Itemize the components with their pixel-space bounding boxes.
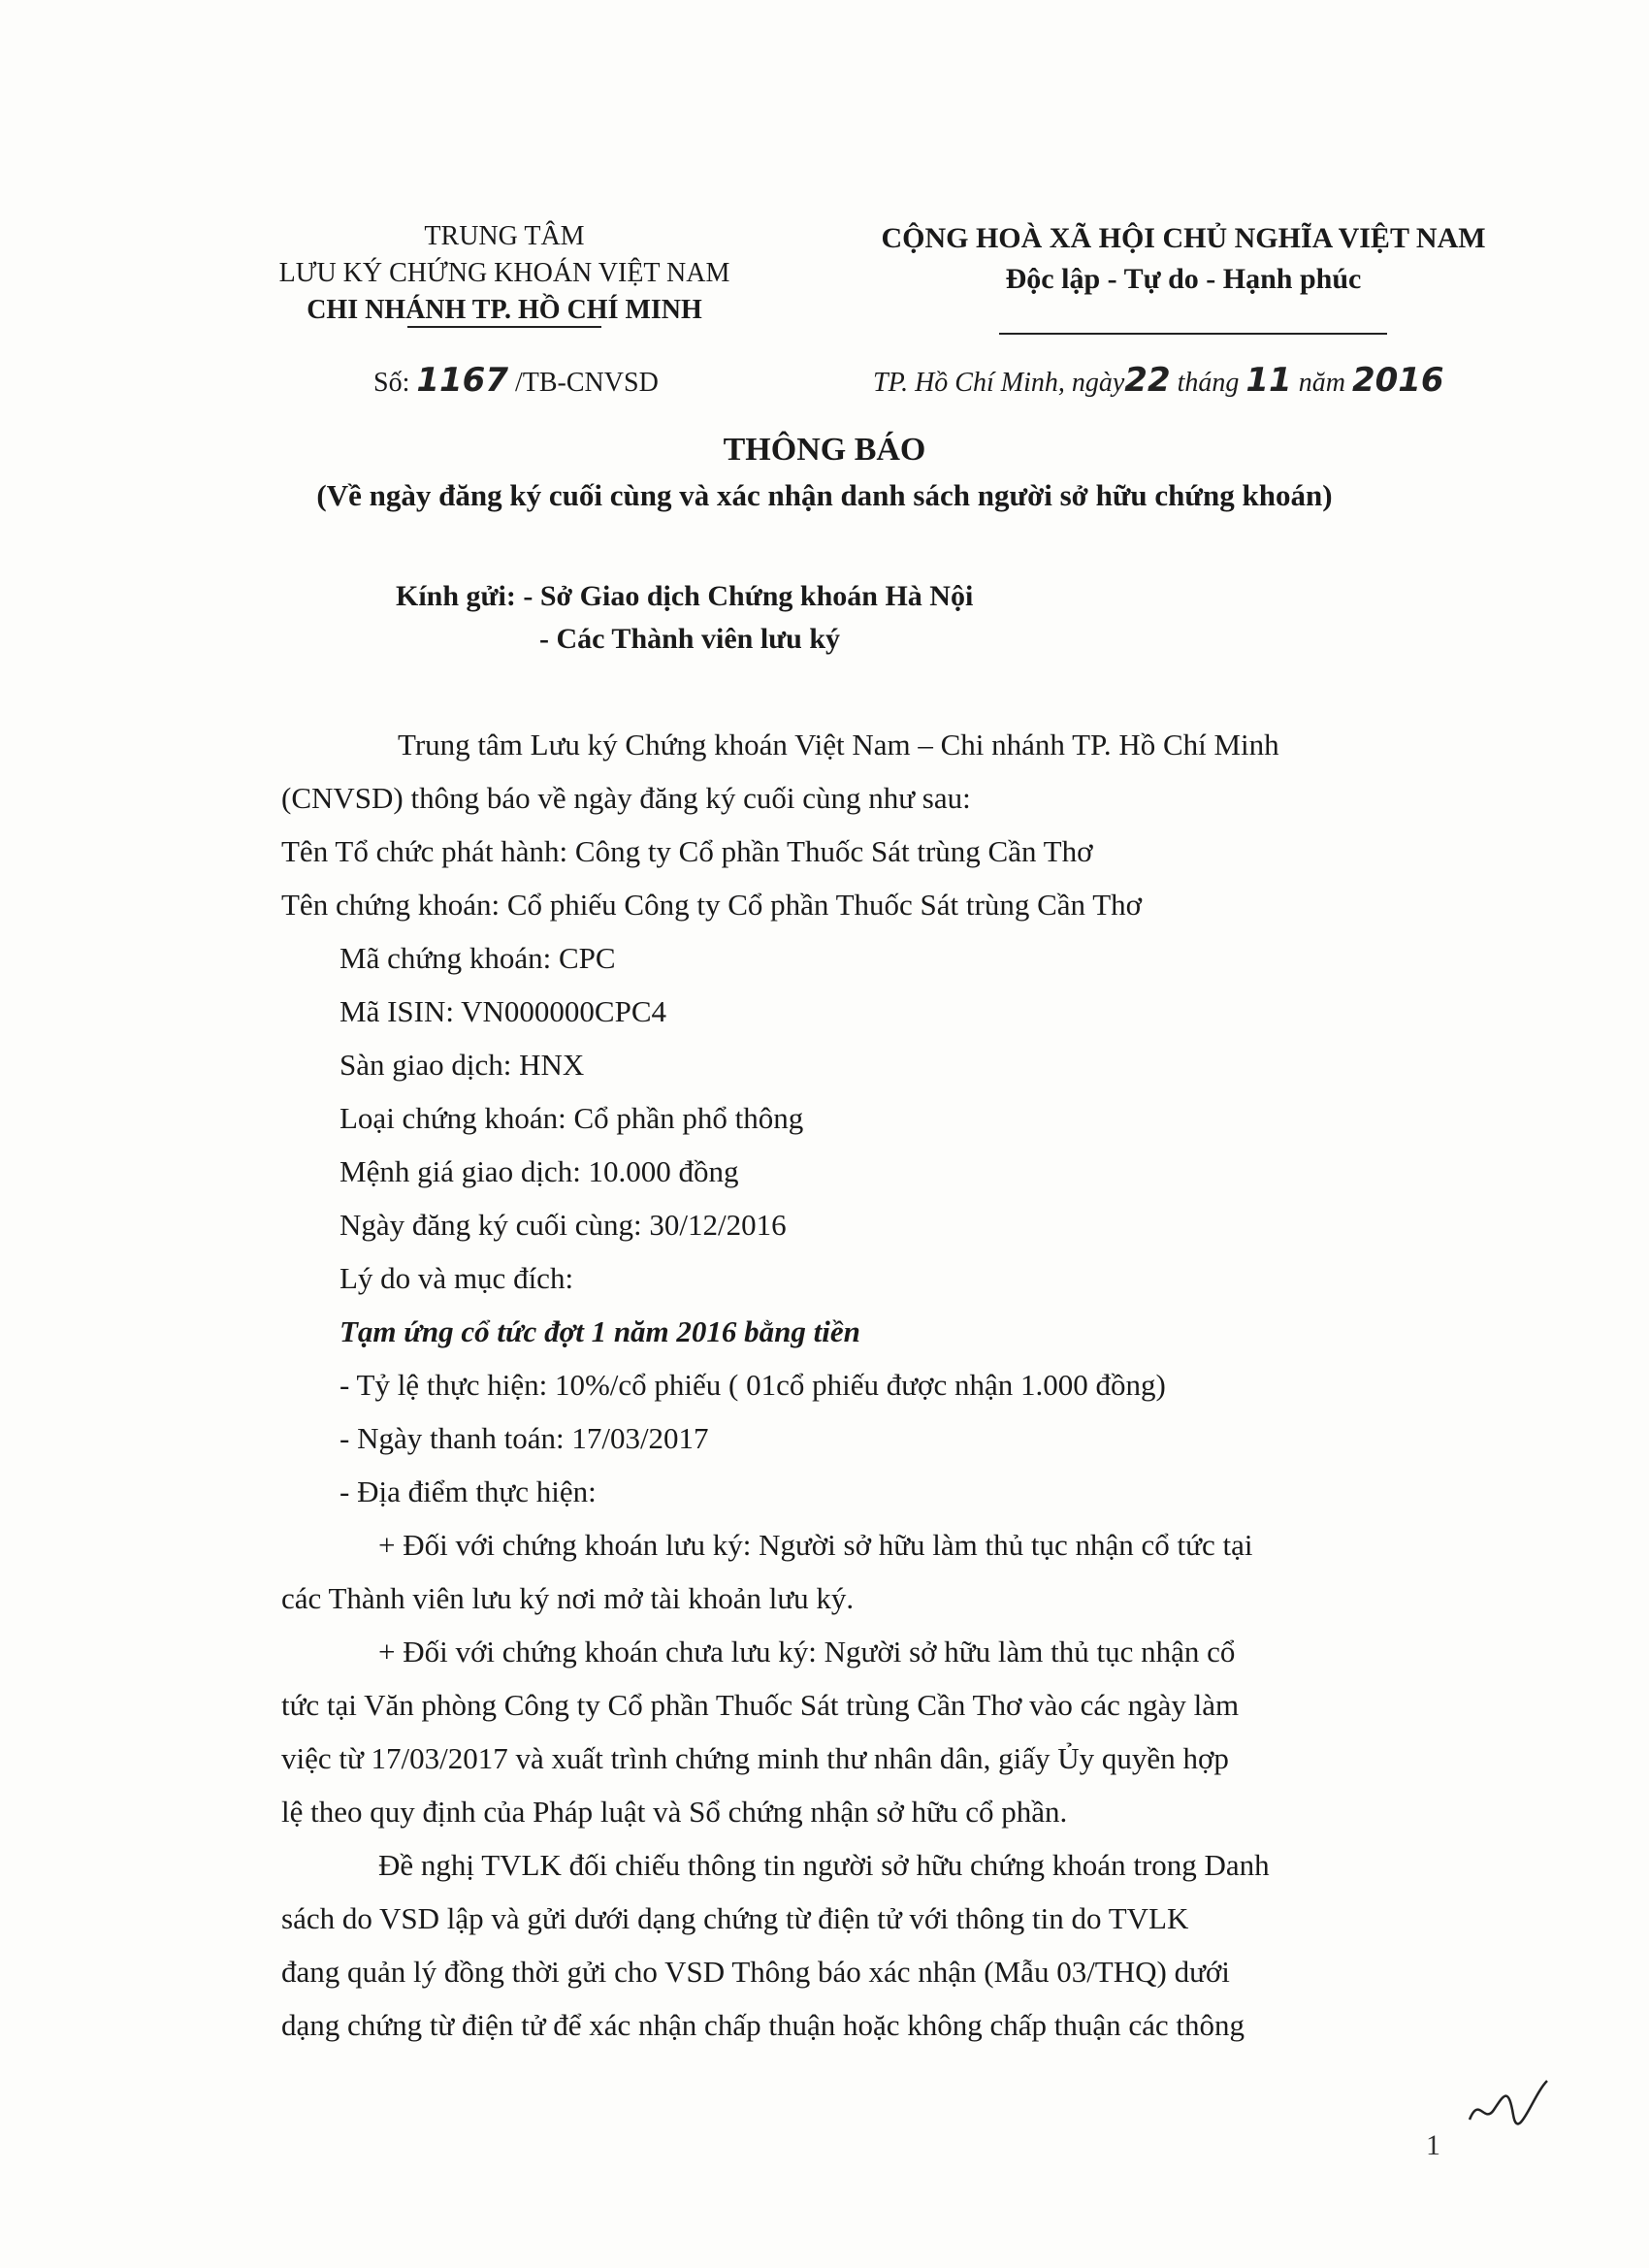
- ratio-line: - Tỷ lệ thực hiện: 10%/cổ phiếu ( 01cổ phiếu được nhận 1.000 đồng): [340, 1368, 1166, 1402]
- non-deposited-line-4: lệ theo quy định của Pháp luật và Sổ chứng nhận sở hữu cổ phần.: [281, 1795, 1068, 1829]
- date-month-handwritten: 11: [1245, 361, 1292, 400]
- date-year-label: năm: [1298, 368, 1345, 398]
- request-line-3: đang quản lý đồng thời gửi cho VSD Thông báo xác nhận (Mẫu 03/THQ) dưới: [281, 1955, 1230, 1989]
- exchange-line: Sàn giao dịch: HNX: [340, 1048, 585, 1082]
- request-line-2: sách do VSD lập và gửi dưới dạng chứng từ điện tử với thông tin do TVLK: [281, 1901, 1189, 1935]
- document-subtitle: (Về ngày đăng ký cuối cùng và xác nhận danh sách người sở hữu chứng khoán): [316, 478, 1333, 512]
- purpose-line: Tạm ứng cổ tức đợt 1 năm 2016 bằng tiền: [340, 1314, 860, 1348]
- country-name: CỘNG HOÀ XÃ HỘI CHỦ NGHĨA VIỆT NAM: [881, 222, 1486, 254]
- isin-line: Mã ISIN: VN000000CPC4: [340, 994, 667, 1028]
- request-line-1: Đề nghị TVLK đối chiếu thông tin người sở hữu chứng khoán trong Danh: [378, 1848, 1270, 1882]
- security-type-line: Loại chứng khoán: Cổ phần phổ thông: [340, 1101, 804, 1135]
- recipient-1: - Sở Giao dịch Chứng khoán Hà Nội: [523, 580, 974, 612]
- page-number: 1: [1426, 2129, 1440, 2161]
- header-left-rule: [407, 326, 601, 328]
- non-deposited-line-3: việc từ 17/03/2017 và xuất trình chứng minh thư nhân dân, giấy Ủy quyền hợp: [281, 1741, 1229, 1775]
- date-day-handwritten: 22: [1124, 361, 1171, 400]
- doc-number-handwritten: 1167: [416, 361, 508, 400]
- non-deposited-line-2: tức tại Văn phòng Công ty Cổ phần Thuốc Sát trùng Cần Thơ vào các ngày làm: [281, 1688, 1240, 1722]
- document-date: [873, 361, 1444, 400]
- recipients: [396, 575, 973, 661]
- agency-line-1: TRUNG TÂM: [424, 221, 585, 251]
- national-motto-header: [844, 218, 1523, 300]
- payment-date-line: - Ngày thanh toán: 17/03/2017: [340, 1421, 709, 1455]
- non-deposited-line-1: + Đối với chứng khoán chưa lưu ký: Người sở hữu làm thủ tục nhận cổ: [378, 1635, 1236, 1669]
- date-year-handwritten: 2016: [1351, 361, 1444, 400]
- doc-number-suffix: /TB-CNVSD: [515, 368, 659, 398]
- date-place: TP. Hồ Chí Minh, ngày: [873, 368, 1125, 398]
- intro-line-1: Trung tâm Lưu ký Chứng khoán Việt Nam – Chi nhánh TP. Hồ Chí Minh: [398, 728, 1279, 761]
- record-date-line: Ngày đăng ký cuối cùng: 30/12/2016: [340, 1208, 787, 1242]
- recipient-2: - Các Thành viên lưu ký: [539, 623, 841, 655]
- document-number: [373, 361, 659, 400]
- recipients-label: Kính gửi:: [396, 580, 516, 612]
- agency-line-2: LƯU KÝ CHỨNG KHOÁN VIỆT NAM: [278, 258, 730, 288]
- place-label: - Địa điểm thực hiện:: [340, 1474, 597, 1508]
- doc-number-prefix: Số:: [373, 368, 410, 398]
- par-value-line: Mệnh giá giao dịch: 10.000 đồng: [340, 1154, 739, 1188]
- issuing-agency-header: [223, 218, 786, 329]
- deposited-line-2: các Thành viên lưu ký nơi mở tài khoản lưu ký.: [281, 1581, 855, 1615]
- deposited-line-1: + Đối với chứng khoán lưu ký: Người sở hữu làm thủ tục nhận cổ tức tại: [378, 1528, 1253, 1562]
- security-name-line: Tên chứng khoán: Cổ phiếu Công ty Cổ phần Thuốc Sát trùng Cần Thơ: [281, 888, 1143, 922]
- motto: Độc lập - Tự do - Hạnh phúc: [1005, 263, 1362, 295]
- security-code-line: Mã chứng khoán: CPC: [340, 941, 616, 975]
- header-right-rule: [999, 333, 1387, 335]
- intro-line-2: (CNVSD) thông báo về ngày đăng ký cuối cùng như sau:: [281, 781, 971, 815]
- initials-signature: [1465, 2076, 1552, 2134]
- reason-label: Lý do và mục đích:: [340, 1261, 574, 1295]
- details-list: [281, 825, 1397, 2052]
- document-title: THÔNG BÁO: [723, 432, 926, 468]
- issuer-line: Tên Tổ chức phát hành: Công ty Cổ phần Thuốc Sát trùng Cần Thơ: [281, 834, 1093, 868]
- date-month-label: tháng: [1177, 368, 1240, 398]
- request-line-4: dạng chứng từ điện tử để xác nhận chấp thuận hoặc không chấp thuận các thông: [281, 2008, 1245, 2042]
- agency-line-3: CHI NHÁNH TP. HỒ CHÍ MINH: [307, 295, 702, 325]
- intro-paragraph: [281, 718, 1455, 825]
